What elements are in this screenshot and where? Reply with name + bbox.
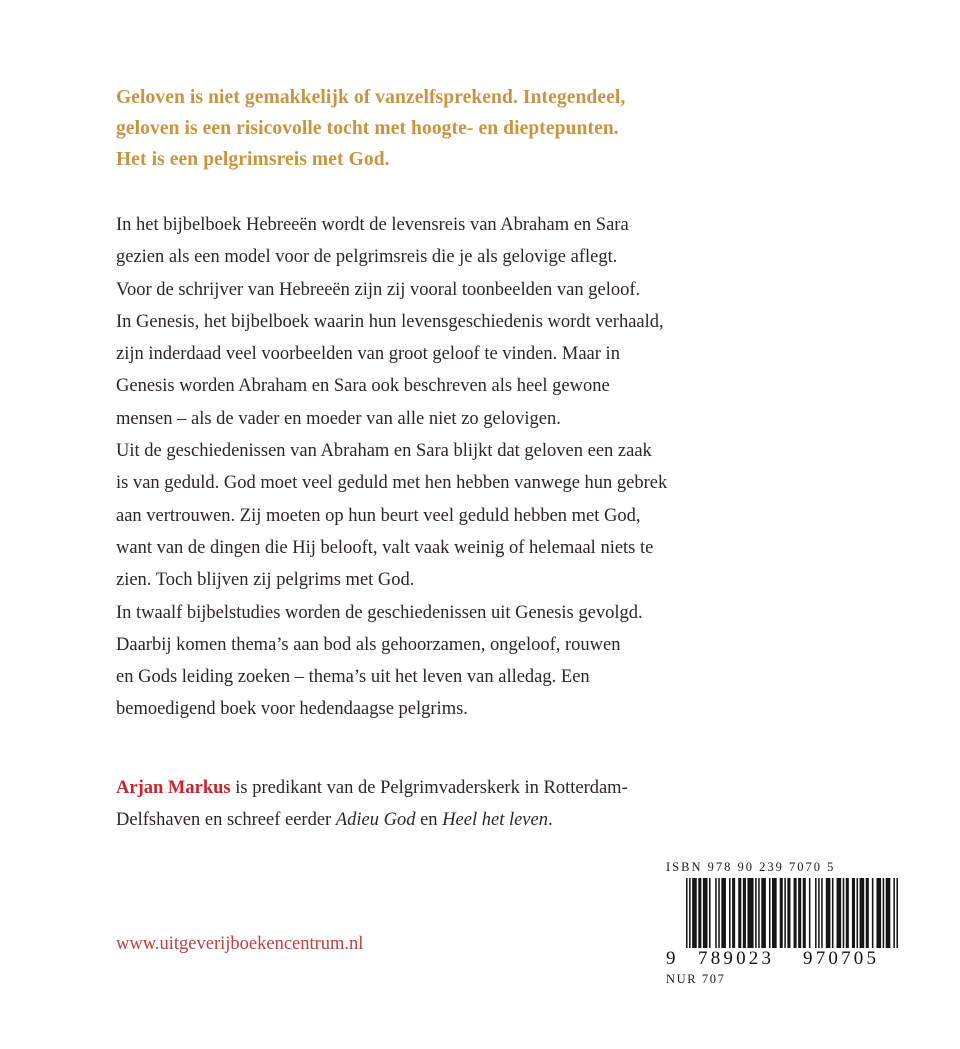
body-line: In twaalf bijbelstudies worden de geschiedenissen uit Genesis gevolgd.	[116, 602, 643, 623]
publisher-website-link[interactable]: www.uitgeverijboekencentrum.nl	[116, 934, 364, 954]
author-bio-line-1	[116, 772, 906, 804]
body-line: aan vertrouwen. Zij moeten op hun beurt veel geduld hebben met God,	[116, 505, 641, 526]
body-line: Genesis worden Abraham en Sara ook beschreven als heel gewone	[116, 376, 610, 397]
body-line: bemoedigend boek voor hedendaagse pelgrims.	[116, 699, 468, 720]
body-line: mensen – als de vader en moeder van alle niet zo gelovigen.	[116, 408, 561, 429]
barcode-digits	[660, 948, 900, 970]
isbn-label: ISBN 978 90 239 7070 5	[666, 860, 836, 874]
barcode-digit-left: 9	[666, 948, 677, 969]
body-line: Daarbij komen thema’s aan bod als gehoorzamen, ongeloof, rouwen	[116, 634, 621, 655]
body-line: In Genesis, het bijbelboek waarin hun levensgeschiedenis wordt verhaald,	[116, 311, 664, 332]
book-title-2: Heel het leven	[442, 810, 548, 831]
body-line: gezien als een model voor de pelgrimsreis die je als gelovige aflegt.	[116, 247, 618, 268]
barcode-digit-group-mid: 789023	[698, 948, 775, 969]
author-bio-line-2-mid: en	[415, 810, 443, 831]
nur-label: NUR 707	[666, 972, 726, 986]
body-line: en Gods leiding zoeken – thema’s uit het leven van alledag. Een	[116, 667, 590, 688]
book-title-1: Adieu God	[335, 810, 416, 831]
author-bio-line-2-prefix: Delfshaven en schreef eerder	[116, 810, 336, 831]
headline-line-3: Het is een pelgrimsreis met God.	[116, 149, 390, 170]
headline-blurb	[116, 82, 876, 175]
barcode-block	[660, 860, 900, 987]
body-line: is van geduld. God moet veel geduld met hen hebben vanwege hun gebrek	[116, 473, 668, 494]
author-bio	[116, 772, 906, 837]
body-line: zien. Toch blijven zij pelgrims met God.	[116, 570, 415, 591]
body-line: Voor de schrijver van Hebreeën zijn zij vooral toonbeelden van geloof.	[116, 279, 641, 300]
headline-line-1: Geloven is niet gemakkelijk of vanzelfsprekend. Integendeel,	[116, 87, 626, 108]
barcode-digit-group-right: 970705	[803, 948, 880, 969]
headline-line-2: geloven is een risicovolle tocht met hoogte- en dieptepunten.	[116, 118, 619, 139]
body-line: zijn inderdaad veel voorbeelden van groot geloof te vinden. Maar in	[116, 344, 620, 365]
author-bio-line-1-rest: is predikant van de Pelgrimvaderskerk in Rotterdam-	[230, 778, 628, 798]
body-line: In het bijbelboek Hebreeën wordt de levensreis van Abraham en Sara	[116, 215, 629, 235]
body-line: Uit de geschiedenissen van Abraham en Sara blijkt dat geloven een zaak	[116, 441, 652, 462]
body-line: want van de dingen die Hij belooft, valt vaak weinig of helemaal niets te	[116, 537, 654, 558]
description-text	[116, 209, 906, 726]
author-bio-line-2-suffix: .	[547, 810, 553, 831]
author-bio-line-2	[116, 804, 906, 836]
author-name: Arjan Markus	[116, 778, 231, 798]
